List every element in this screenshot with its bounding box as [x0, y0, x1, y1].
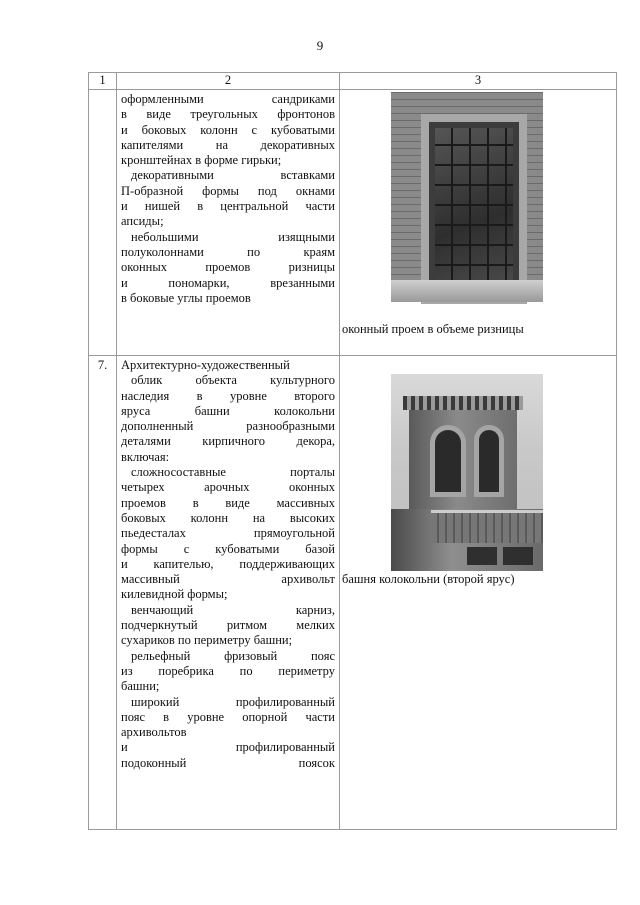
text-line: Архитектурно-художественный: [121, 358, 290, 372]
text-line: и пономарки, врезанными: [121, 275, 335, 290]
text-line: и капителью, поддерживающих: [121, 556, 335, 571]
description-text: [121, 92, 335, 306]
header-col-3: 3: [340, 73, 617, 90]
text-line: наследия в уровне второго: [121, 388, 335, 403]
text-line: в виде треугольных фронтонов: [121, 107, 335, 122]
text-line: формы с кубоватыми базой: [121, 541, 335, 556]
window-grille: [435, 128, 513, 284]
text-line: и нишей в центральной части: [121, 199, 335, 214]
roof-slope: [431, 510, 543, 543]
text-line: облик объекта культурного: [131, 373, 335, 388]
text-line: сложносоставные порталы: [131, 465, 335, 480]
text-line: капителями на декоративных: [121, 137, 335, 152]
row-number: [89, 90, 117, 356]
lower-window: [467, 547, 497, 565]
text-line: сухариков по периметру башни;: [121, 633, 293, 648]
page-number: 9: [316, 38, 324, 53]
text-line: декоративными вставками: [131, 168, 335, 183]
arched-opening: [479, 430, 499, 492]
text-line: оформленными сандриками: [121, 92, 335, 106]
photo-caption: оконный проем в объеме ризницы: [342, 322, 524, 336]
header-col-1: 1: [89, 73, 117, 90]
text-line: подчеркнутый ритмом мелких: [121, 618, 335, 633]
text-line: полуколоннами по краям: [121, 244, 335, 259]
text-line: оконных проемов ризницы: [121, 260, 335, 275]
text-line: башни;: [121, 679, 160, 694]
arched-opening: [435, 430, 461, 492]
lower-window: [503, 547, 533, 565]
text-line: широкий профилированный: [131, 694, 335, 709]
text-line: в боковые углы проемов: [121, 290, 251, 305]
row-number: 7.: [89, 356, 117, 830]
table-row: [89, 90, 617, 356]
description-text: [121, 358, 335, 771]
text-line: включая:: [121, 449, 170, 464]
window-sill: [391, 280, 543, 302]
monument-description-table: [88, 72, 617, 830]
text-line: пояс в уровне опорной части: [121, 709, 335, 724]
text-line: четырех арочных оконных: [121, 480, 335, 495]
text-line: боковых колонн на высоких: [121, 510, 335, 525]
text-line: небольшими изящными: [131, 229, 335, 244]
text-line: венчающий карниз,: [131, 602, 335, 617]
text-line: П-образной формы под окнами: [121, 183, 335, 198]
photo-cell: [340, 90, 617, 356]
table-row: [89, 356, 617, 830]
text-line: кронштейнах в форме гирьки;: [121, 153, 282, 168]
text-line: пьедесталах прямоугольной: [121, 526, 335, 541]
window-opening: [421, 114, 527, 304]
row-description: [117, 356, 340, 830]
window-photo: [391, 92, 543, 302]
bell-tower-photo: [391, 374, 543, 571]
table-header-row: [89, 73, 617, 90]
photo-cell: [340, 356, 617, 830]
text-line: яруса башни колокольни: [121, 403, 335, 418]
text-line: апсиды;: [121, 214, 164, 229]
lower-structure: [391, 509, 543, 571]
text-line: массивный архивольт: [121, 572, 335, 587]
text-line: рельефный фризовый пояс: [131, 648, 335, 663]
text-line: дополненный разнообразными: [121, 419, 335, 434]
text-line: и боковых колонн с кубоватыми: [121, 122, 335, 137]
header-col-2: 2: [117, 73, 340, 90]
photo-caption: башня колокольни (второй ярус): [342, 572, 515, 586]
text-line: подоконный поясок: [121, 755, 335, 770]
text-line: из поребрика по периметру: [121, 663, 335, 678]
text-line: архивольтов: [121, 725, 187, 740]
tower-cornice: [403, 396, 523, 410]
text-line: килевидной формы;: [121, 587, 228, 602]
text-line: деталями кирпичного декора,: [121, 434, 335, 449]
row-description: [117, 90, 340, 356]
text-line: и профилированный: [121, 740, 335, 755]
text-line: проемов в виде массивных: [121, 495, 335, 510]
